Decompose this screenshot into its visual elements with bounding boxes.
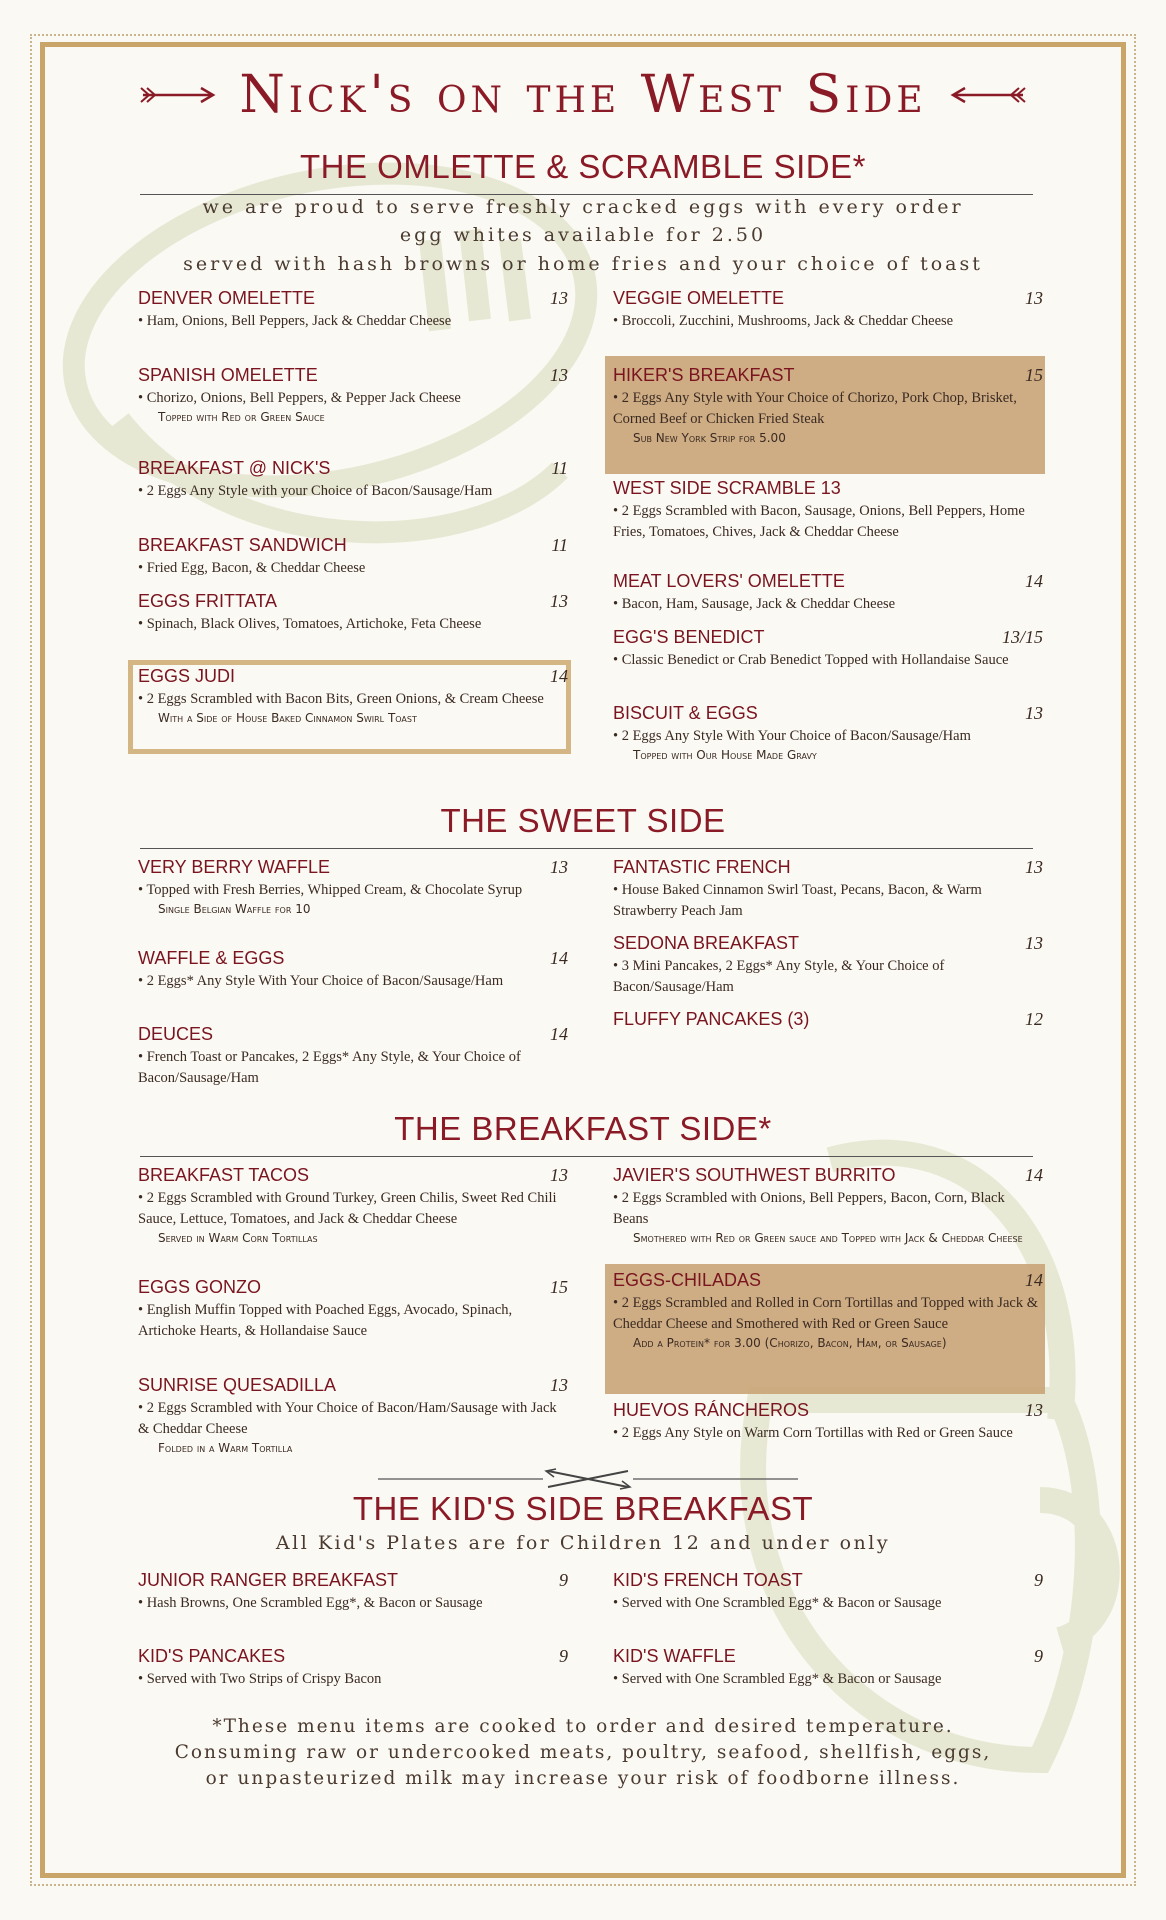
- item-price: 13: [550, 288, 568, 308]
- menu-item: [138, 591, 568, 635]
- divider: [140, 194, 1033, 195]
- item-name: FLUFFY PANCAKES (3): [613, 1009, 810, 1029]
- item-price: 14: [1025, 571, 1043, 591]
- menu-item: [613, 703, 1043, 763]
- item-name: MEAT LOVERS' OMELETTE: [613, 571, 845, 591]
- item-description: • 2 Eggs Scrambled with Your Choice of Bacon/Ham/Sausage with Jack & Cheddar Cheese: [138, 1400, 557, 1437]
- item-description: • Served with One Scrambled Egg* & Bacon or Sausage: [613, 1671, 942, 1687]
- menu-item-highlighted: [613, 1270, 1043, 1351]
- menu-item: [138, 458, 568, 502]
- item-note: Folded in a Warm Tortilla: [158, 1441, 293, 1455]
- item-price: 13: [1025, 288, 1043, 308]
- item-price: 14: [550, 948, 568, 968]
- item-note: Add a Protein* for 3.00 (Chorizo, Bacon, Ham, or Sausage): [633, 1336, 947, 1350]
- item-description: • 2 Eggs Scrambled and Rolled in Corn Tortillas and Topped with Jack & Cheddar Cheese and Smothered with Red or Green Sauce: [613, 1295, 1038, 1332]
- item-price: 14: [1025, 1165, 1043, 1185]
- item-price: 13: [1025, 1400, 1043, 1420]
- item-price: 11: [551, 458, 568, 478]
- item-price: 9: [1034, 1646, 1043, 1666]
- menu-item: [613, 288, 1043, 332]
- item-description: • Spinach, Black Olives, Tomatoes, Artichoke, Feta Cheese: [138, 616, 482, 632]
- item-price: 9: [559, 1646, 568, 1666]
- menu-item: [613, 933, 1043, 998]
- menu-item: [138, 288, 568, 332]
- item-name: DEUCES: [138, 1024, 214, 1044]
- item-description: • 3 Mini Pancakes, 2 Eggs* Any Style, & Your Choice of Bacon/Sausage/Ham: [613, 958, 945, 995]
- menu-item: [613, 627, 1043, 671]
- restaurant-title: Nick's on the West Side: [239, 65, 927, 125]
- arrow-left-icon: [947, 83, 1027, 107]
- item-price: 9: [559, 1570, 568, 1590]
- item-description: • 2 Eggs Any Style With Your Choice of Bacon/Sausage/Ham: [613, 728, 971, 744]
- menu-item: [613, 1400, 1043, 1444]
- item-description: • English Muffin Topped with Poached Eggs, Avocado, Spinach, Artichoke Hearts, & Hollandaise Sauce: [138, 1302, 513, 1339]
- menu-item: [138, 535, 568, 579]
- kids-subtitle: All Kid's Plates are for Children 12 and under only: [275, 1532, 891, 1554]
- item-price: 15: [550, 1277, 568, 1297]
- menu-item: [613, 1646, 1043, 1690]
- crossed-arrows-icon: [378, 1468, 798, 1490]
- menu-item: [138, 1570, 568, 1614]
- item-price: 9: [1034, 1570, 1043, 1590]
- item-description: • Bacon, Ham, Sausage, Jack & Cheddar Cheese: [613, 596, 896, 612]
- item-description: • Served with Two Strips of Crispy Bacon: [138, 1671, 382, 1687]
- menu-item: [613, 857, 1043, 922]
- menu-item: [613, 1570, 1043, 1614]
- item-name: VERY BERRY WAFFLE: [138, 857, 331, 877]
- item-price: 13: [1025, 703, 1043, 723]
- menu-item: [138, 1024, 568, 1089]
- item-price: 13: [550, 591, 568, 611]
- menu-item: [138, 1646, 568, 1690]
- item-name: SEDONA BREAKFAST: [613, 933, 800, 953]
- item-price: 13: [550, 365, 568, 385]
- item-note: Single Belgian Waffle for 10: [158, 902, 311, 916]
- item-description: • French Toast or Pancakes, 2 Eggs* Any Style, & Your Choice of Bacon/Sausage/Ham: [138, 1049, 521, 1086]
- item-price: 14: [550, 1024, 568, 1044]
- menu-item: [613, 478, 1043, 543]
- item-price: 12: [1025, 1009, 1043, 1029]
- item-description: • Topped with Fresh Berries, Whipped Cream, & Chocolate Syrup: [138, 882, 523, 898]
- item-price: 13: [1025, 933, 1043, 953]
- item-name: KID'S FRENCH TOAST: [613, 1570, 803, 1590]
- menu-item-highlighted: [613, 365, 1043, 446]
- section-title-omelette: THE OMLETTE & SCRAMBLE SIDE*: [300, 148, 866, 185]
- item-description: • Broccoli, Zucchini, Mushrooms, Jack & Cheddar Cheese: [613, 313, 954, 329]
- menu-item-featured: [138, 666, 568, 726]
- item-note: Topped with Red or Green Sauce: [158, 410, 325, 424]
- item-price: 11: [551, 535, 568, 555]
- item-name: KID'S WAFFLE: [613, 1646, 736, 1666]
- item-name: BREAKFAST @ NICK'S: [138, 458, 331, 478]
- menu-item: [138, 365, 568, 425]
- item-price: 13: [550, 857, 568, 877]
- menu-item: [138, 1165, 568, 1246]
- item-description: • 2 Eggs Scrambled with Bacon Bits, Green Onions, & Cream Cheese: [138, 691, 544, 707]
- item-description: • Served with One Scrambled Egg* & Bacon or Sausage: [613, 1595, 942, 1611]
- item-price: 13: [1025, 857, 1043, 877]
- divider: [140, 1156, 1033, 1157]
- item-description: • 2 Eggs Any Style with Your Choice of Chorizo, Pork Chop, Brisket, Corned Beef or Chicken Fried Steak: [613, 390, 1017, 427]
- menu-item: [613, 1009, 1043, 1030]
- item-name: JAVIER'S SOUTHWEST BURRITO: [613, 1165, 896, 1185]
- item-note: Served in Warm Corn Tortillas: [158, 1231, 318, 1245]
- menu-item: [613, 1165, 1043, 1246]
- item-description: • 2 Eggs* Any Style With Your Choice of Bacon/Sausage/Ham: [138, 973, 504, 989]
- item-description: • 2 Eggs Scrambled with Ground Turkey, Green Chilis, Sweet Red Chili Sauce, Lettuce, Tomatoes, and Jack & Cheddar Cheese: [138, 1190, 557, 1227]
- item-description: • 2 Eggs Scrambled with Onions, Bell Peppers, Bacon, Corn, Black Beans: [613, 1190, 1005, 1227]
- item-name: WAFFLE & EGGS: [138, 948, 285, 968]
- item-name: EGGS FRITTATA: [138, 591, 277, 611]
- item-name: EGGS-CHILADAS: [613, 1270, 762, 1290]
- intro-line: egg whites available for 2.50: [399, 224, 767, 246]
- item-name: HIKER'S BREAKFAST: [613, 365, 795, 385]
- item-description: • Chorizo, Onions, Bell Peppers, & Pepper Jack Cheese: [138, 390, 461, 406]
- item-name: EGGS GONZO: [138, 1277, 262, 1297]
- item-name: FANTASTIC FRENCH: [613, 857, 791, 877]
- item-description: • Fried Egg, Bacon, & Cheddar Cheese: [138, 560, 366, 576]
- section-title-breakfast: THE BREAKFAST SIDE*: [394, 1110, 772, 1147]
- item-name: EGG'S BENEDICT: [613, 627, 765, 647]
- item-description: • Classic Benedict or Crab Benedict Topped with Hollandaise Sauce: [613, 652, 1009, 668]
- item-name: BREAKFAST SANDWICH: [138, 535, 347, 555]
- item-name: EGGS JUDI: [138, 666, 236, 686]
- item-name: WEST SIDE SCRAMBLE 13: [613, 478, 841, 498]
- item-note: Topped with Our House Made Gravy: [633, 748, 817, 762]
- item-note: Smothered with Red or Green sauce and Topped with Jack & Cheddar Cheese: [633, 1231, 1023, 1245]
- item-name: HUEVOS RÁNCHEROS: [613, 1400, 810, 1420]
- item-price: 13: [550, 1165, 568, 1185]
- menu-item: [138, 948, 568, 992]
- menu-item: [613, 571, 1043, 615]
- intro-line: we are proud to serve freshly cracked eggs with every order: [202, 196, 964, 218]
- item-description: • Hash Browns, One Scrambled Egg*, & Bacon or Sausage: [138, 1595, 483, 1611]
- section-title-kids: THE KID'S SIDE BREAKFAST: [352, 1490, 814, 1527]
- item-description: • House Baked Cinnamon Swirl Toast, Pecans, Bacon, & Warm Strawberry Peach Jam: [613, 882, 982, 919]
- item-price: 13/15: [1001, 627, 1043, 647]
- item-description: • 2 Eggs Any Style with your Choice of Bacon/Sausage/Ham: [138, 483, 493, 499]
- food-safety-disclaimer: *These menu items are cooked to order and desired temperature. Consuming raw or undercooked meats, poultry, seafood, shellfish, eggs, or unpasteurized milk may increase your risk of foodborne illness.: [174, 1716, 992, 1789]
- arrow-right-icon: [139, 83, 219, 107]
- menu-item: [138, 1277, 568, 1342]
- divider: [140, 848, 1033, 849]
- item-price: 13: [550, 1375, 568, 1395]
- item-description: • 2 Eggs Any Style on Warm Corn Tortillas with Red or Green Sauce: [613, 1425, 1013, 1441]
- menu-item: [138, 857, 568, 917]
- item-note: With a Side of House Baked Cinnamon Swirl Toast: [158, 711, 417, 725]
- menu-item: [138, 1375, 568, 1456]
- item-name: SPANISH OMELETTE: [138, 365, 318, 385]
- item-price: 15: [1025, 365, 1043, 385]
- item-name: VEGGIE OMELETTE: [613, 288, 785, 308]
- item-name: BREAKFAST TACOS: [138, 1165, 310, 1185]
- item-note: Sub New York Strip for 5.00: [633, 431, 786, 445]
- item-description: • 2 Eggs Scrambled with Bacon, Sausage, Onions, Bell Peppers, Home Fries, Tomatoes, Chives, Jack & Cheddar Cheese: [613, 503, 1025, 540]
- intro-line: served with hash browns or home fries and your choice of toast: [183, 253, 983, 275]
- section-title-sweet: THE SWEET SIDE: [440, 802, 726, 839]
- item-name: JUNIOR RANGER BREAKFAST: [138, 1570, 399, 1590]
- item-price: 14: [550, 666, 568, 686]
- item-name: KID'S PANCAKES: [138, 1646, 286, 1666]
- title-row: [0, 60, 1166, 130]
- item-name: DENVER OMELETTE: [138, 288, 316, 308]
- item-description: • Ham, Onions, Bell Peppers, Jack & Cheddar Cheese: [138, 313, 452, 329]
- item-price: 14: [1025, 1270, 1043, 1290]
- item-name: BISCUIT & EGGS: [613, 703, 758, 723]
- item-name: SUNRISE QUESADILLA: [138, 1375, 337, 1395]
